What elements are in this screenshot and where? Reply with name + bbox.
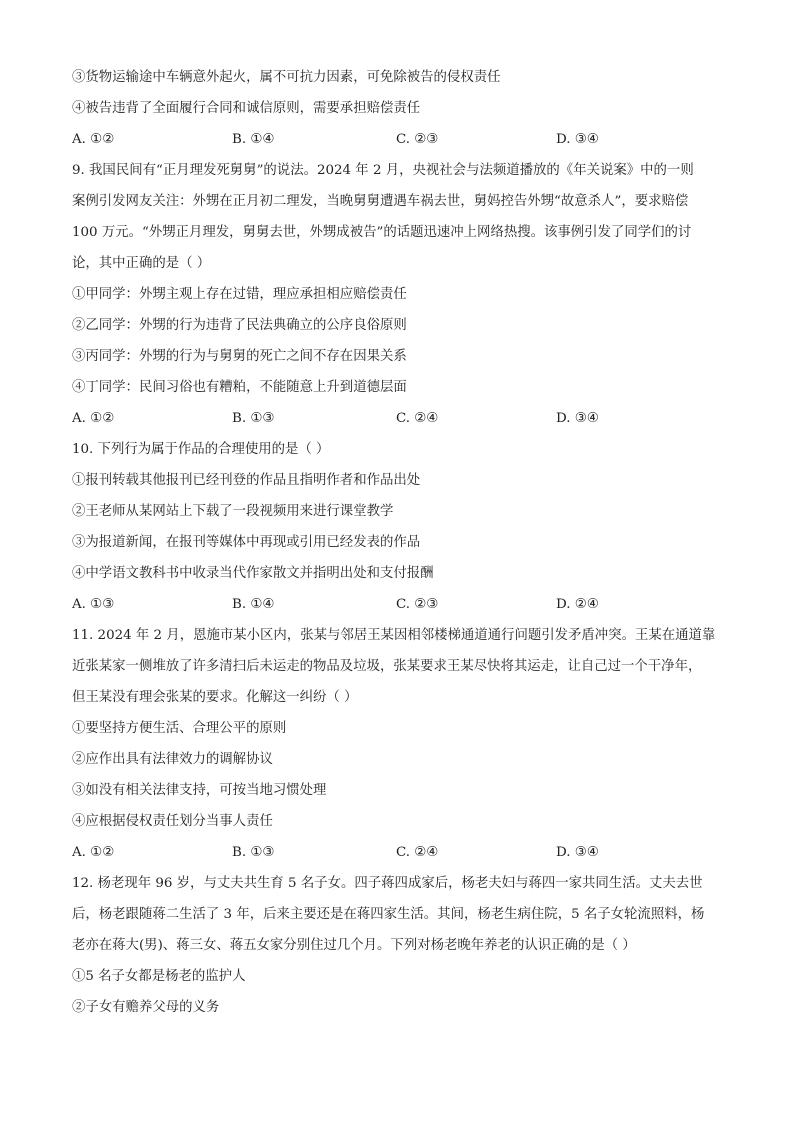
choice-b: B. ①④	[232, 132, 275, 147]
choice-a: A. ①②	[72, 411, 115, 426]
statement-1: ①5 名子女都是杨老的监护人	[72, 969, 246, 984]
question-stem-line: 老亦在蒋大(男)、蒋三女、蒋五女家分别住过几个月。下列对杨老晚年养老的认识正确的是（ ）	[72, 938, 636, 953]
exam-page	[72, 62, 727, 1023]
statement-1: ①报刊转载其他报刊已经刊登的作品且指明作者和作品出处	[72, 473, 421, 488]
statement-4: ④被告违背了全面履行合同和诚信原则，需要承担赔偿责任	[72, 101, 421, 116]
question-stem-line: 9. 我国民间有“正月理发死舅舅”的说法。2024 年 2 月，央视社会与法频道播放的《年关说案》中的一则	[72, 163, 694, 178]
statement-3: ③为报道新闻，在报刊等媒体中再现或引用已经发表的作品	[72, 535, 421, 550]
answer-choices	[72, 837, 727, 868]
statement-2: ②子女有赡养父母的义务	[72, 1000, 220, 1015]
statement-3: ③丙同学：外甥的行为与舅舅的死亡之间不存在因果关系	[72, 349, 407, 364]
choice-a: A. ①③	[72, 597, 115, 612]
choice-d: D. ②④	[556, 597, 599, 612]
choice-c: C. ②④	[396, 411, 439, 426]
question-10	[72, 434, 727, 620]
choice-a: A. ①②	[72, 845, 115, 860]
choice-c: C. ②③	[396, 597, 439, 612]
statement-2: ②乙同学：外甥的行为违背了民法典确立的公序良俗原则	[72, 318, 407, 333]
statement-4: ④丁同学：民间习俗也有糟粕，不能随意上升到道德层面	[72, 380, 407, 395]
statement-4: ④中学语文教科书中收录当代作家散文并指明出处和支付报酬	[72, 566, 434, 581]
question-12	[72, 868, 727, 1023]
choice-d: D. ③④	[556, 411, 599, 426]
choice-b: B. ①④	[232, 597, 275, 612]
answer-choices	[72, 589, 727, 620]
choice-c: C. ②④	[396, 845, 439, 860]
choice-b: B. ①③	[232, 845, 275, 860]
question-stem-line: 12. 杨老现年 96 岁，与丈夫共生育 5 名子女。四子蒋四成家后，杨老夫妇与蒋四一家共同生活。丈夫去世	[72, 876, 703, 891]
answer-choices	[72, 403, 727, 434]
question-stem-line: 但王某没有理会张某的要求。化解这一纠纷（ ）	[72, 690, 358, 705]
question-stem-line: 后，杨老跟随蒋二生活了 3 年，后来主要还是在蒋四家生活。其间，杨老生病住院，5 名子女轮流照料，杨	[72, 907, 705, 922]
question-8-continued	[72, 62, 727, 155]
question-stem-line: 11. 2024 年 2 月，恩施市某小区内，张某与邻居王某因相邻楼梯通道通行问题引发矛盾冲突。王某在通道靠	[72, 628, 716, 643]
statement-3: ③如没有相关法律支持，可按当地习惯处理	[72, 783, 327, 798]
choice-d: D. ③④	[556, 132, 599, 147]
question-9	[72, 155, 727, 434]
statement-1: ①甲同学：外甥主观上存在过错，理应承担相应赔偿责任	[72, 287, 407, 302]
choice-c: C. ②③	[396, 132, 439, 147]
statement-4: ④应根据侵权责任划分当事人责任	[72, 814, 273, 829]
question-stem-line: 100 万元。“外甥正月理发，舅舅去世，外甥成被告”的话题迅速冲上网络热搜。该事例引发了同学们的讨	[72, 225, 692, 240]
statement-2: ②应作出具有法律效力的调解协议	[72, 752, 273, 767]
question-stem-line: 案例引发网友关注：外甥在正月初二理发，当晚舅舅遭遇车祸去世，舅妈控告外甥“故意杀人”，要求赔偿	[72, 194, 689, 209]
statement-3: ③货物运输途中车辆意外起火，属不可抗力因素，可免除被告的侵权责任	[72, 70, 501, 85]
choice-b: B. ①③	[232, 411, 275, 426]
statement-1: ①要坚持方便生活、合理公平的原则	[72, 721, 287, 736]
choice-d: D. ③④	[556, 845, 599, 860]
answer-choices	[72, 124, 727, 155]
question-stem-line: 近张某家一侧堆放了许多清扫后未运走的物品及垃圾，张某要求王某尽快将其运走，让自己过一个干净年，	[72, 659, 702, 674]
statement-2: ②王老师从某网站上下载了一段视频用来进行课堂教学	[72, 504, 394, 519]
question-stem-line: 论，其中正确的是（ ）	[72, 256, 211, 271]
choice-a: A. ①②	[72, 132, 115, 147]
question-11	[72, 620, 727, 868]
question-stem-line: 10. 下列行为属于作品的合理使用的是（ ）	[72, 442, 330, 457]
